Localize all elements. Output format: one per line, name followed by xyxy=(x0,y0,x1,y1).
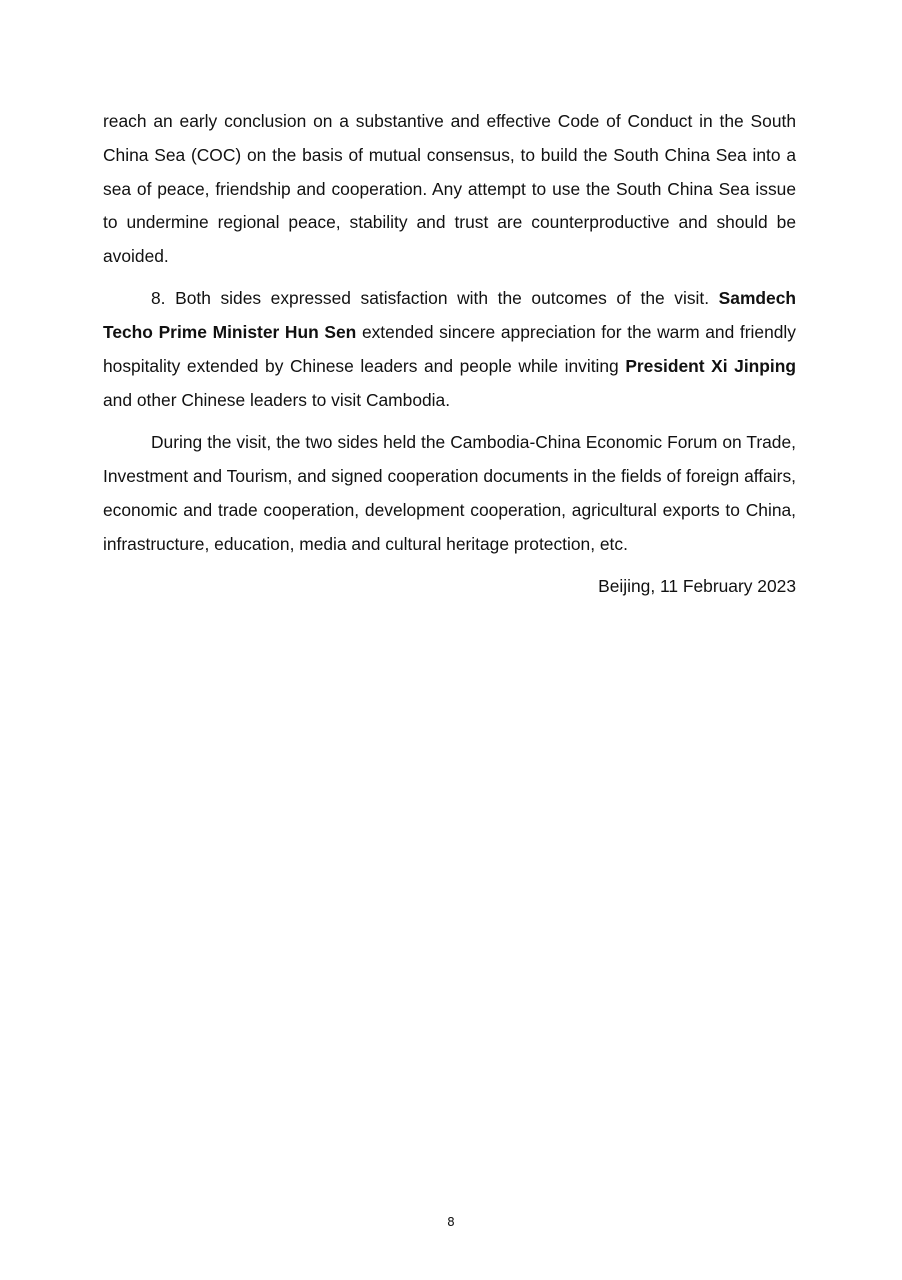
paragraph-text: extended sincere appreciation for the warm and friendly hospitality extended by Chinese leaders and people while inviting xyxy=(103,322,796,377)
paragraph-economic-forum: During the visit, the two sides held the Cambodia-China Economic Forum on Trade, Investment and Tourism, and signed cooperation documents in the fields of foreign affairs, economic and trade cooperation, development cooperation, agricultural exports to China, infrastructure, education, media and cultural heritage protection, etc. xyxy=(103,432,796,554)
document-body xyxy=(103,105,796,604)
place-date: Beijing, 11 February 2023 xyxy=(598,575,796,596)
paragraph-code-of-conduct: reach an early conclusion on a substantive and effective Code of Conduct in the South China Sea (COC) on the basis of mutual consensus, to build the South China Sea into a sea of peace, friendship and cooperation. Any attempt to use the South China Sea issue to undermine regional peace, stability and trust are counterproductive and should be avoided. xyxy=(103,111,796,267)
page-number: 8 xyxy=(447,1215,455,1229)
paragraph-visit-outcomes xyxy=(103,282,796,417)
bold-name-xi-jinping: President Xi Jinping xyxy=(625,356,796,377)
paragraph-text: 8. Both sides expressed satisfaction with the outcomes of the visit. xyxy=(151,288,719,309)
paragraph-text: and other Chinese leaders to visit Cambodia. xyxy=(103,389,451,410)
bold-name-hun-sen: Samdech Techo Prime Minister Hun Sen xyxy=(103,288,796,343)
